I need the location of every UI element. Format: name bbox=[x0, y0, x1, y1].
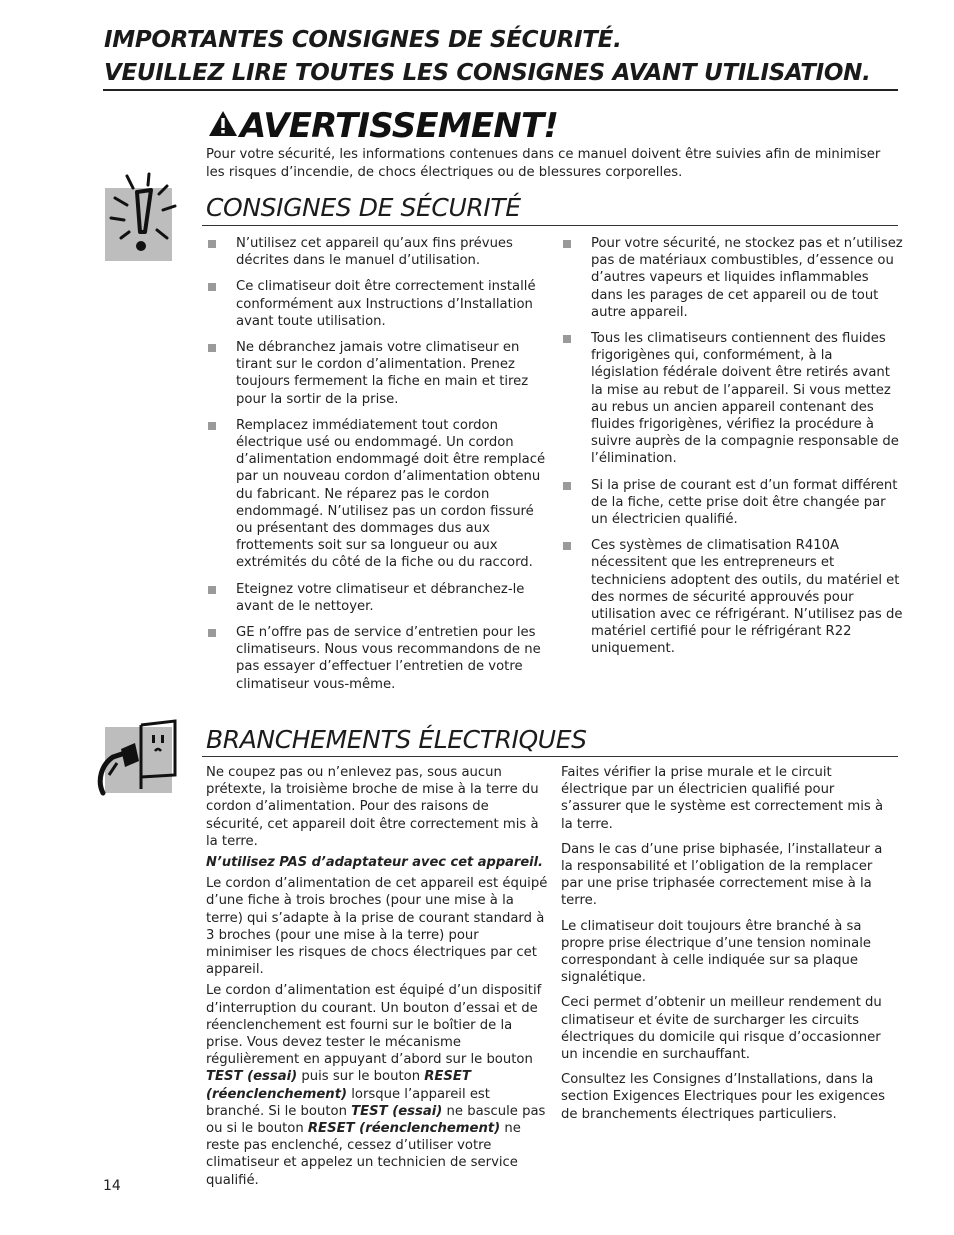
bullet-square-icon bbox=[208, 344, 216, 352]
bullet-square-icon bbox=[563, 542, 571, 550]
list-item: GE n’offre pas de service d’entretien pour les climatiseurs. Nous vous recommandons de ne pas essayer d’effectuer l’entretien de votre climatiseur vous-même. bbox=[206, 624, 548, 693]
electrical-section-title: BRANCHEMENTS ÉLECTRIQUES bbox=[206, 725, 587, 754]
paragraph: Dans le cas d’une prise biphasée, l’installateur a la responsabilité et l’obligation de la remplacer par une prise triphasée correctement mise à la terre. bbox=[561, 841, 883, 909]
bullet-square-icon bbox=[563, 482, 571, 490]
list-item: Remplacez immédiatement tout cordon électrique usé ou endommagé. Un cordon d’alimentation endommagé doit être remplacé par un nouveau cordon d’alimentation obtenu du fabricant. Ne réparez pas le cordon endommagé. N’utilisez pas un cordon fissuré ou présentant des dommages dus aux frottements soit sur sa longueur ou aux extrémités du côté de la fiche ou du raccord. bbox=[206, 417, 548, 572]
header-divider bbox=[103, 89, 898, 91]
page-header bbox=[104, 24, 898, 90]
warning-text: Pour votre sécurité, les informations contenues dans ce manuel doivent être suivies afin de minimiser les risques d’incendie, de chocs électriques ou de blessures corporelles. bbox=[206, 147, 881, 180]
paragraph: Le cordon d’alimentation est équipé d’un dispositif d’interruption du courant. Un bouton d’essai et de réenclenchement est fourni sur le boîtier de la prise. Vous devez tester le mécanisme régulièrement en appuyant d’abord sur le bouton TEST (essai) puis sur le bouton RESET (réenclenchement) lorsque l’appareil est branché. Si le bouton TEST (essai) ne bascule pas ou si le bouton RESET (réenclenchement) ne reste pas enclenché, cessez d’utiliser votre climatiseur et appelez un technicien de service qualifié. bbox=[206, 983, 546, 1188]
bullet-square-icon bbox=[208, 629, 216, 637]
bullet-square-icon bbox=[208, 240, 216, 248]
safety-icon-box bbox=[105, 188, 172, 261]
electrical-left-column bbox=[206, 764, 548, 1193]
list-item: Eteignez votre climatiseur et débranchez-le avant de le nettoyer. bbox=[206, 581, 548, 615]
bullet-square-icon bbox=[208, 283, 216, 291]
paragraph-warning: N’utilisez PAS d’adaptateur avec cet appareil. bbox=[206, 855, 543, 871]
safety-left-column bbox=[206, 235, 548, 702]
reset-label: RESET (réenclenchement) bbox=[206, 1069, 471, 1102]
paragraph: Faites vérifier la prise murale et le circuit électrique par un électricien qualifié pour s’assurer que le système est correctement mis à la terre. bbox=[561, 765, 884, 832]
bullet-square-icon bbox=[208, 422, 216, 430]
list-item: Si la prise de courant est d’un format différent de la fiche, cette prise doit être changée par un électricien qualifié. bbox=[561, 477, 903, 529]
safety-section-divider bbox=[202, 225, 898, 226]
list-item: N’utilisez cet appareil qu’aux fins prévues décrites dans le manuel d’utilisation. bbox=[206, 235, 548, 269]
list-item: Pour votre sécurité, ne stockez pas et n’utilisez pas de matériaux combustibles, d’essence ou d’autres vapeurs et liquides inflammables dans les parages de cet appareil ou de tout autre appareil. bbox=[561, 235, 903, 321]
safety-section-title: CONSIGNES DE SÉCURITÉ bbox=[206, 193, 521, 222]
test-label: TEST (essai) bbox=[206, 1069, 298, 1085]
bullet-square-icon bbox=[563, 240, 571, 248]
warning-title bbox=[208, 104, 558, 148]
paragraph: Ceci permet d’obtenir un meilleur rendement du climatiseur et évite de surcharger les circuits électriques du domicile qui risque d’occasionner un incendie en surchauffant. bbox=[561, 995, 882, 1063]
header-line-1: IMPORTANTES CONSIGNES DE SÉCURITÉ. bbox=[104, 27, 622, 53]
reset-label: RESET (réenclenchement) bbox=[307, 1121, 501, 1137]
list-item: Tous les climatiseurs contiennent des fluides frigorigènes qui, conformément, à la législation fédérale doivent être retirés avant la mise au rebut de l’appareil. Si vous mettez au rebus un ancien appareil contenant des fluides frigorigènes, vérifiez la procédure à suivre auprès de la compagnie responsable de l’élimination. bbox=[561, 330, 903, 468]
test-label: TEST (essai) bbox=[351, 1103, 443, 1119]
bullet-square-icon bbox=[208, 586, 216, 594]
electrical-icon-box bbox=[105, 727, 172, 793]
bullet-square-icon bbox=[563, 335, 571, 343]
exclamation-icon bbox=[93, 170, 191, 270]
plug-outlet-icon bbox=[95, 719, 185, 799]
paragraph: Le climatiseur doit toujours être branché à sa propre prise électrique d’une tension nominale correspondant à celle indiquée sur sa plaque signalétique. bbox=[561, 918, 871, 986]
warning-title-text: AVERTISSEMENT! bbox=[240, 106, 559, 146]
safety-right-column bbox=[561, 235, 903, 667]
warning-triangle-icon bbox=[208, 110, 238, 137]
electrical-right-column bbox=[561, 764, 897, 1131]
electrical-section-divider bbox=[202, 756, 898, 757]
list-item: Ne débranchez jamais votre climatiseur en tirant sur le cordon d’alimentation. Prenez toujours fermement la fiche en main et tirez pour la sortir de la prise. bbox=[206, 339, 548, 408]
paragraph: Le cordon d’alimentation de cet appareil est équipé d’une fiche à trois broches (pour une mise à la terre) qui s’adapte à la prise de courant standard à 3 broches (pour une mise à la terre) pour minimiser les risques de chocs électriques par cet appareil. bbox=[206, 876, 548, 978]
list-item: Ces systèmes de climatisation R410A nécessitent que les entrepreneurs et techniciens adoptent des outils, du matériel et des normes de sécurité approuvés pour utilisation avec ce réfrigérant. N’utilisez pas de matériel certifié pour le réfrigérant R22 uniquement. bbox=[561, 537, 903, 657]
page-number: 14 bbox=[103, 1178, 121, 1194]
paragraph: Consultez les Consignes d’Installations, dans la section Exigences Electriques pour les exigences de branchements électriques particuliers. bbox=[561, 1072, 885, 1122]
header-line-2: VEUILLEZ LIRE TOUTES LES CONSIGNES AVANT UTILISATION. bbox=[104, 60, 871, 86]
list-item: Ce climatiseur doit être correctement installé conformément aux Instructions d’Installation avant toute utilisation. bbox=[206, 278, 548, 330]
paragraph: Ne coupez pas ou n’enlevez pas, sous aucun prétexte, la troisième broche de mise à la terre du cordon d’alimentation. Pour des raisons de sécurité, cet appareil doit être correctement mis à la terre. bbox=[206, 765, 539, 849]
